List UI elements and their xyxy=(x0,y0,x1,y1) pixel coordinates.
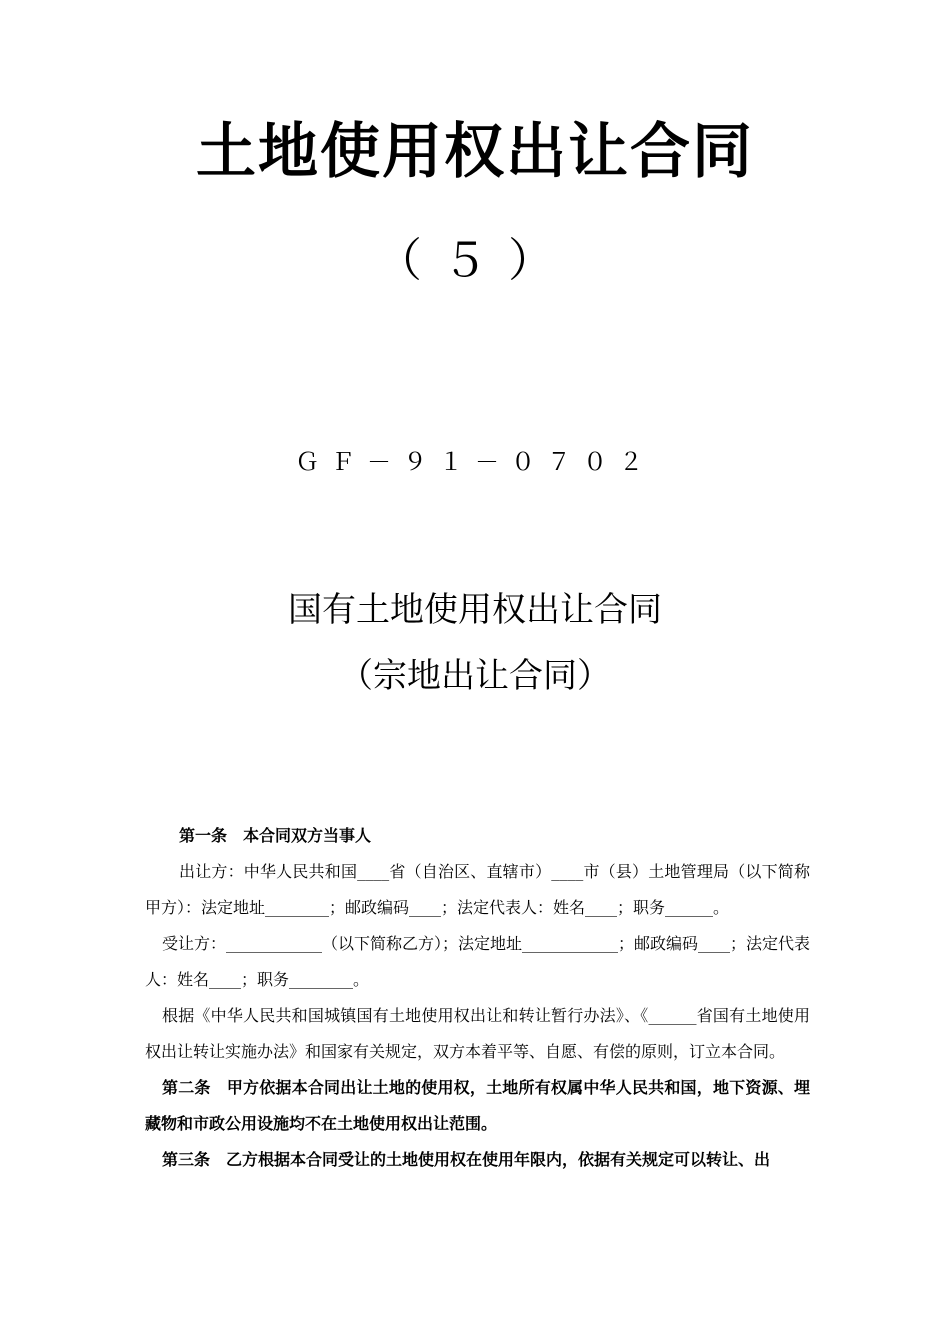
document-subtitle-secondary: （宗地出让合同） xyxy=(339,656,611,696)
document-title: 土地使用权出让合同 xyxy=(196,117,754,187)
volume-number: （５） xyxy=(376,233,574,287)
article-2-paragraph: 第二条 甲方依据本合同出让土地的使用权，土地所有权属中华人民共和国，地下资源、埋藏物和市政公用设施均不在土地使用权出让范围。 xyxy=(145,1078,810,1133)
article-1-heading: 第一条 本合同双方当事人 xyxy=(179,826,372,845)
grantee-paragraph: 受让方：____________（以下简称乙方）；法定地址____________；邮政编码____；法定代表人：姓名____；职务________。 xyxy=(145,934,811,989)
contract-body xyxy=(145,818,810,1178)
document-code: ＧＦ－９１－０７０２ xyxy=(295,448,655,476)
grantor-paragraph: 出让方：中华人民共和国____省（自治区、直辖市）____市（县）土地管理局（以下简称甲方）：法定地址________；邮政编码____；法定代表人：姓名____；职务______。 xyxy=(145,862,810,917)
document-subtitle: 国有土地使用权出让合同 xyxy=(288,590,662,630)
article-3-paragraph: 第三条 乙方根据本合同受让的土地使用权在使用年限内，依据有关规定可以转让、出 xyxy=(162,1150,771,1169)
basis-paragraph: 根据《中华人民共和国城镇国有土地使用权出让和转让暂行办法》、《______省国有土地使用权出让转让实施办法》和国家有关规定，双方本着平等、自愿、有偿的原则，订立本合同。 xyxy=(145,1006,810,1061)
